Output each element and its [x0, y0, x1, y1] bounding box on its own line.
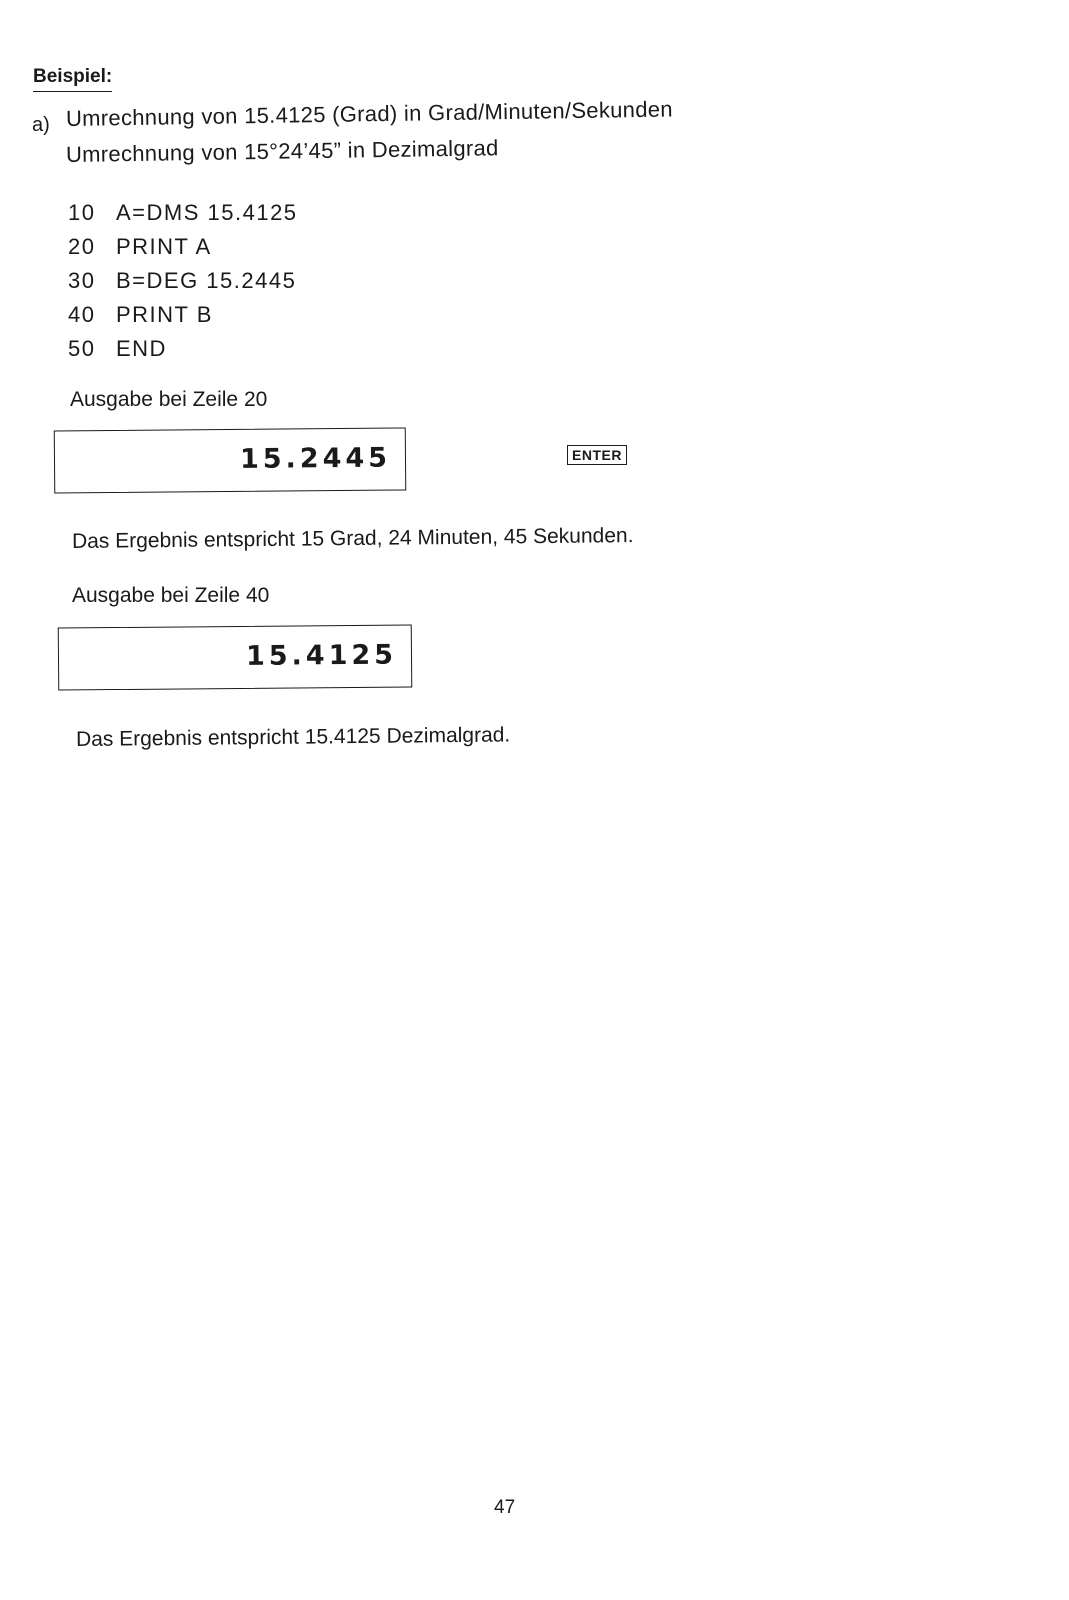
- enter-key-icon: ENTER: [567, 445, 627, 465]
- code-line: [68, 264, 298, 298]
- output-label-line-20: Ausgabe bei Zeile 20: [70, 388, 268, 411]
- display-value: 15.4125: [245, 639, 398, 672]
- line-number: 30: [68, 268, 96, 293]
- item-label: a): [32, 114, 50, 136]
- page-number: 47: [494, 1497, 516, 1518]
- task-line-1: Umrechnung von 15.4125 (Grad) in Grad/Minuten/Sekunden: [65, 96, 674, 131]
- code-statement: PRINT A: [116, 234, 212, 259]
- display-value: 15.2445: [239, 442, 392, 475]
- section-heading: Beispiel:: [33, 66, 112, 92]
- line-number: 20: [68, 234, 96, 259]
- result-text-2: Das Ergebnis entspricht 15.4125 Dezimalgrad.: [75, 723, 511, 751]
- calculator-display-1: [54, 427, 407, 493]
- task-line-2: Umrechnung von 15°24’45” in Dezimalgrad: [65, 135, 499, 167]
- code-statement: A=DMS 15.4125: [116, 200, 298, 225]
- line-number: 40: [68, 302, 96, 327]
- code-line: [68, 230, 298, 264]
- code-statement: END: [116, 336, 167, 361]
- code-statement: B=DEG 15.2445: [116, 268, 297, 293]
- calculator-display-2: [58, 624, 413, 690]
- code-statement: PRINT B: [116, 302, 213, 327]
- program-listing: [68, 196, 298, 366]
- line-number: 50: [68, 336, 96, 361]
- code-line: [68, 332, 298, 366]
- code-line: [68, 196, 298, 230]
- line-number: 10: [68, 200, 96, 225]
- result-text-1: Das Ergebnis entspricht 15 Grad, 24 Minuten, 45 Sekunden.: [71, 524, 634, 553]
- code-line: [68, 298, 298, 332]
- output-label-line-40: Ausgabe bei Zeile 40: [72, 584, 270, 607]
